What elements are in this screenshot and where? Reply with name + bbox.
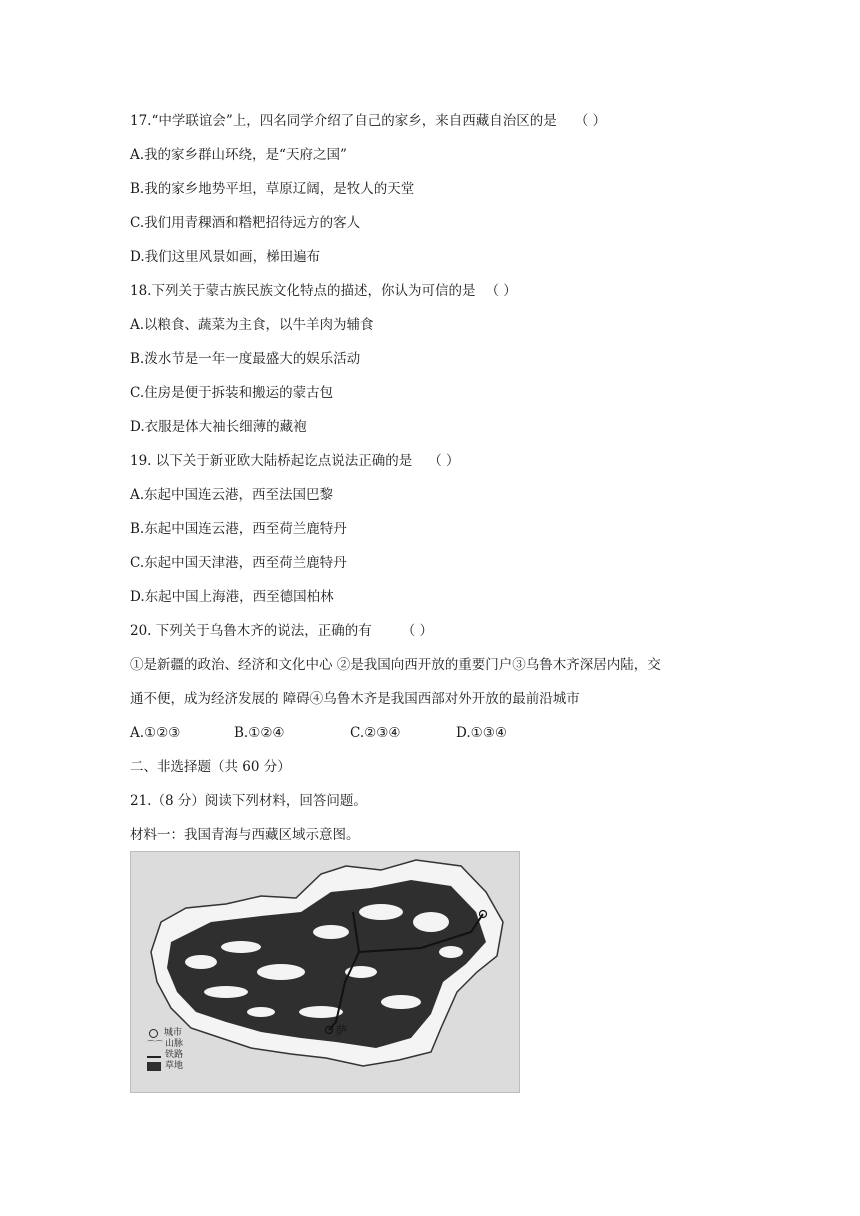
light-patch — [439, 946, 463, 958]
legend-railway: 铁路 — [147, 1050, 183, 1061]
legend-grassland: 草地 — [147, 1061, 183, 1072]
q20-statements-line-2: 通不便，成为经济发展的 障碍④乌鲁木齐是我国西部对外开放的最前沿城市 — [130, 691, 580, 707]
map-graphic — [131, 852, 519, 1092]
light-patch — [381, 995, 421, 1009]
q20-option-b: B.①②④ — [234, 725, 285, 741]
q17-option-d: D.我们这里风景如画，梯田遍布 — [130, 249, 321, 265]
city-icon — [149, 1029, 158, 1038]
q17-option-a: A.我的家乡群山环绕，是“天府之国” — [130, 147, 347, 163]
material-1-caption: 材料一：我国青海与西藏区域示意图。 — [130, 827, 360, 843]
question-18-stem: 18.下列关于蒙古族民族文化特点的描述，你认为可信的是 （ ） — [130, 283, 517, 299]
answer-blank: （ ） — [485, 283, 517, 299]
legend-mountain: ⌒⌒ 山脉 — [147, 1039, 184, 1049]
light-patch — [313, 925, 349, 939]
light-patch — [247, 1007, 275, 1017]
q18-option-a: A.以粮食、蔬菜为主食，以牛羊肉为辅食 — [130, 317, 374, 333]
q20-option-d: D.①③④ — [456, 725, 507, 741]
qinghai-tibet-map — [130, 851, 520, 1093]
q20-statements-line-1: ①是新疆的政治、经济和文化中心 ②是我国向西开放的重要门户③乌鲁木齐深居内陆，交 — [130, 657, 661, 673]
light-patch — [359, 904, 403, 920]
light-patch — [257, 964, 305, 980]
q18-option-c: C.住房是便于拆装和搬运的蒙古包 — [130, 385, 334, 401]
q20-option-c: C.②③④ — [350, 725, 401, 741]
railway-icon — [147, 1056, 161, 1058]
answer-blank: （ ） — [428, 453, 460, 469]
answer-blank: （ ） — [574, 113, 607, 129]
answer-blank: （ ） — [401, 623, 434, 639]
q20-options — [130, 724, 507, 742]
q17-option-b: B.我的家乡地势平坦，草原辽阔，是牧人的天堂 — [130, 181, 415, 197]
q18-option-b: B.泼水节是一年一度最盛大的娱乐活动 — [130, 351, 361, 367]
city-label: 萨 — [336, 1024, 347, 1037]
map-legend — [147, 1028, 183, 1072]
q19-option-a: A.东起中国连云港，西至法国巴黎 — [130, 487, 334, 503]
legend-city: 城市 — [147, 1028, 183, 1039]
light-patch — [185, 955, 217, 969]
light-patch — [204, 986, 248, 998]
grassland-icon — [147, 1062, 161, 1071]
q19-option-c: C.东起中国天津港，西至荷兰鹿特丹 — [130, 555, 347, 571]
section-heading: 二、非选择题（共 60 分） — [130, 759, 291, 775]
light-patch — [413, 912, 449, 932]
question-17-stem: 17.“中学联谊会”上，四名同学介绍了自己的家乡，来自西藏自治区的是 （ ） — [130, 113, 607, 129]
light-patch — [221, 941, 261, 953]
q17-option-c: C.我们用青稞酒和糌粑招待远方的客人 — [130, 215, 361, 231]
q18-option-d: D.衣服是体大袖长细薄的藏袍 — [130, 419, 307, 435]
mountain-icon: ⌒⌒ — [147, 1040, 163, 1049]
question-21-stem: 21.（8 分）阅读下列材料，回答问题。 — [130, 793, 367, 809]
q19-option-d: D.东起中国上海港，西至德国柏林 — [130, 589, 334, 605]
question-20-stem: 20. 下列关于乌鲁木齐的说法，正确的有 （ ） — [130, 623, 434, 639]
q19-option-b: B.东起中国连云港，西至荷兰鹿特丹 — [130, 521, 347, 537]
question-19-stem: 19. 以下关于新亚欧大陆桥起讫点说法正确的是 （ ） — [130, 453, 460, 469]
q20-option-a: A.①②③ — [130, 725, 181, 741]
